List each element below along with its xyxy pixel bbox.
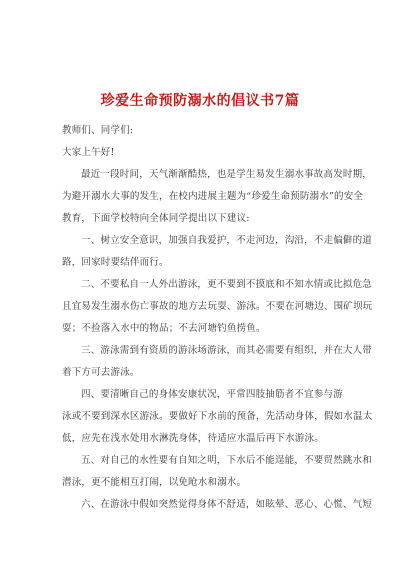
paragraph-line: 四、要清晰自己的身体安康状况，平常四肢抽筋者不宜参与游 xyxy=(81,389,343,400)
paragraph-line: 耍；不捡落入水中的物品；不去河塘钓鱼捞鱼。 xyxy=(62,323,266,334)
paragraph-line: 一、树立安全意识，加强自我爱护，不走河边，沟沿，不走偏僻的道 xyxy=(81,235,373,246)
paragraph-line: 且宜易发生溺水伤亡事故的地方去玩耍、游泳。不要在河塘边、围矿坝玩 xyxy=(62,301,373,312)
greeting-line: 教师们、同学们: xyxy=(62,125,134,136)
paragraph-line: 路，回家时要结伴而行。 xyxy=(62,257,169,268)
paragraph-line: 五、对自己的水性要有自知之明，下水后不能逞能，不要贸然跳水和 xyxy=(81,455,373,466)
paragraph-line: 六、在游泳中假如突然觉得身体不舒适，如眩晕、恶心、心慌、气短 xyxy=(81,499,373,510)
paragraph-line: 着下方可去游泳。 xyxy=(62,367,140,378)
paragraph-line: 泳或不要到深水区游泳。要做好下水前的预备，先活动身体，假如水温太 xyxy=(62,411,373,422)
paragraph-line: 三、游泳需到有资质的游泳场游泳，而其必需要有组织，并在大人带 xyxy=(81,345,373,356)
paragraph-line: 教育，下面学校特向全体同学提出以下建议: xyxy=(62,213,250,224)
document-title: 珍爱生命预防溺水的倡议书7篇 xyxy=(100,93,300,109)
paragraph-line: 为避开溺水大事的发生，在校内进展主题为“珍爱生命预防溺水”的安全 xyxy=(62,191,364,202)
document-body xyxy=(62,120,373,516)
paragraph-line: 低，应先在浅水处用水淋洗身体，待适应水温后再下水游泳。 xyxy=(62,433,324,444)
paragraph-line: 最近一段时间，天气渐渐酷热，也是学生易发生溺水事故高发时期， xyxy=(81,169,373,180)
paragraph-line: 潜泳，更不能相互打闹，以免呛水和溺水。 xyxy=(62,477,247,488)
hello-line: 大家上午好! xyxy=(62,147,115,158)
paragraph-line: 二、不要私自一人外出游泳，更不要到不摸底和不知水情或比拟危急 xyxy=(81,279,373,290)
